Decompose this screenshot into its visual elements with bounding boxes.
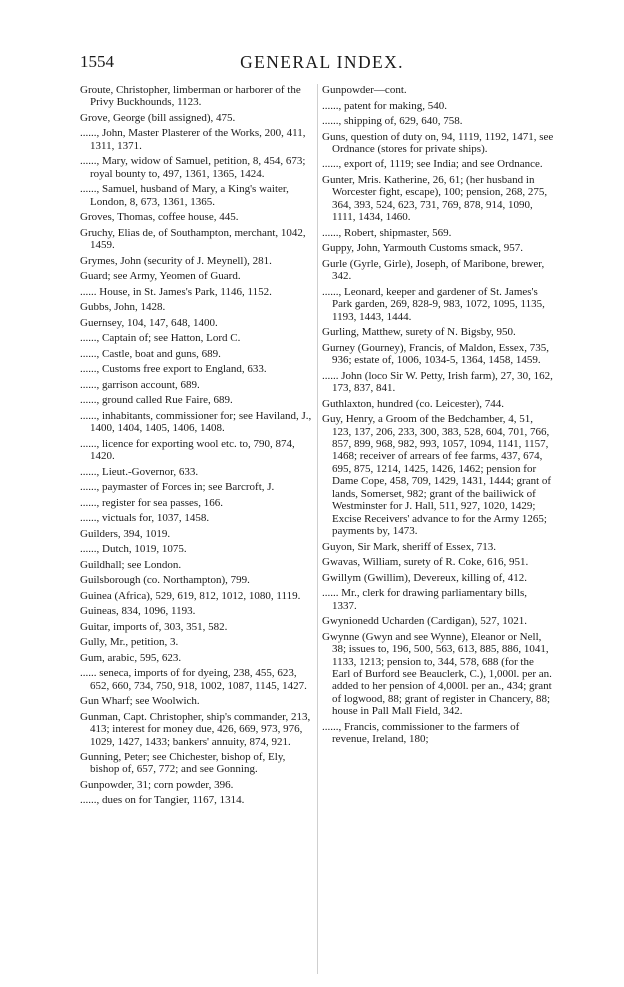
index-entry: ...... House, in St. James's Park, 1146, 1152. <box>80 285 272 298</box>
left-index-column <box>80 84 312 810</box>
index-entry: Gwavas, William, surety of R. Coke, 616, 951. <box>322 556 529 569</box>
index-entry: ......, garrison account, 689. <box>80 378 200 391</box>
page-title: GENERAL INDEX. <box>240 52 404 72</box>
page-number: 1554 <box>80 52 114 71</box>
index-entry: Gunpowder, 31; corn powder, 396. <box>80 778 234 791</box>
index-entry: Gunning, Peter; see Chichester, bishop of, Ely, bishop of, 657, 772; and see Gonning. <box>80 751 286 776</box>
index-entry: ......, inhabitants, commissioner for; see Haviland, J., 1400, 1404, 1405, 1406, 1408. <box>80 409 312 435</box>
index-entry: Gunter, Mris. Katherine, 26, 61; (her husband in Worcester fight, escape), 100; pension, 268, 275, 364, 393, 524, 623, 731, 769, 878, 914, 1090, 1111, 1434, 1460. <box>322 173 548 224</box>
index-entry: ......, ground called Rue Faire, 689. <box>80 394 233 407</box>
index-entry: Gurney (Gourney), Francis, of Maldon, Essex, 735, 936; estate of, 1006, 1034-5, 1364, 1458, 1459. <box>322 341 549 367</box>
index-entry: ......, register for sea passes, 166. <box>80 496 223 509</box>
index-entry: ......, Castle, boat and guns, 689. <box>80 347 221 360</box>
index-entry: Gully, Mr., petition, 3. <box>80 636 179 649</box>
index-entry: Guitar, imports of, 303, 351, 582. <box>80 620 228 633</box>
index-entry: Guilsborough (co. Northampton), 799. <box>80 574 250 587</box>
index-entry: Guyon, Sir Mark, sheriff of Essex, 713. <box>322 540 496 553</box>
index-entry: ......, John, Master Plasterer of the Works, 200, 411, 1311, 1371. <box>80 127 306 152</box>
index-entry: Gunman, Capt. Christopher, ship's commander, 213, 413; interest for money due, 426, 669, 973, 976, 1029, 1427, 1433; bankers' annuity, 874, 921. <box>80 710 311 748</box>
index-entry: ......, export of, 1119; see India; and see Ordnance. <box>322 158 543 171</box>
index-entry: Gruchy, Elias de, of Southampton, merchant, 1042, 1459. <box>80 226 306 252</box>
index-entry: ......, Mary, widow of Samuel, petition, 8, 454, 673; royal bounty to, 497, 1361, 1365, 1424. <box>80 155 306 180</box>
column-divider <box>317 84 318 974</box>
index-entry: ......, victuals for, 1037, 1458. <box>80 512 210 525</box>
index-entry: Guinea (Africa), 529, 619, 812, 1012, 1080, 1119. <box>80 589 301 602</box>
index-entry: ...... Mr., clerk for drawing parliamentary bills, 1337. <box>322 587 527 612</box>
index-entry: ......, Francis, commissioner to the farmers of revenue, Ireland, 180; <box>322 720 520 746</box>
index-entry: ......, Samuel, husband of Mary, a King's waiter, London, 8, 673, 1361, 1365. <box>80 183 289 208</box>
index-entry: Gurle (Gyrle, Girle), Joseph, of Maribone, brewer, 342. <box>322 257 545 283</box>
index-entry: Grymes, John (security of J. Meynell), 281. <box>80 254 272 267</box>
index-entry: Guildhall; see London. <box>80 558 182 571</box>
index-entry: Guilders, 394, 1019. <box>80 527 171 540</box>
index-entry: ......, paymaster of Forces in; see Barcroft, J. <box>80 481 275 494</box>
index-entry: Gubbs, John, 1428. <box>80 301 166 314</box>
index-entry: ......, dues on for Tangier, 1167, 1314. <box>80 794 245 807</box>
index-entry: ......, Dutch, 1019, 1075. <box>80 543 187 556</box>
page-header <box>80 52 564 78</box>
index-entry: ...... seneca, imports of for dyeing, 238, 455, 623, 652, 660, 734, 750, 918, 1002, 1087, 1145, 1427. <box>80 667 307 692</box>
index-entry: ......, Lieut.-Governor, 633. <box>80 465 199 478</box>
right-index-column <box>322 84 554 749</box>
index-entry: ......, Leonard, keeper and gardener of St. James's Park garden, 269, 828-9, 983, 1072, 1095, 1135, 1193, 1443, 1444. <box>322 285 545 323</box>
index-entry: Guppy, John, Yarmouth Customs smack, 957. <box>322 242 523 255</box>
index-entry: Gurling, Matthew, surety of N. Bigsby, 950. <box>322 326 516 339</box>
index-entry: Groves, Thomas, coffee house, 445. <box>80 211 239 224</box>
index-entry: ......, Captain of; see Hatton, Lord C. <box>80 332 241 345</box>
index-entry: Groute, Christopher, limberman or harborer of the Privy Buckhounds, 1123. <box>80 84 301 109</box>
index-entry: ...... John (loco Sir W. Petty, Irish farm), 27, 30, 162, 173, 837, 841. <box>322 369 553 395</box>
index-entry: ......, patent for making, 540. <box>322 99 447 112</box>
index-entry: Guthlaxton, hundred (co. Leicester), 744. <box>322 397 505 410</box>
index-entry: Guy, Henry, a Groom of the Bedchamber, 4, 51, 123, 137, 206, 233, 300, 383, 528, 604, 701, 766, 857, 899, 968, 982, 993, 1057, 1094, 1141, 1157, 1468; receiver of arrears of fee farms, 437, 674, 695, 875, 1214, 1425, 1426, 1462; pension for Dame Cope, 458, 709, 1429, 1431, 1444; grant of lands, Somerset, 982; grant of the bailiwick of Westminster for J. Hall, 511, 927, 1020, 1429; Excise Receivers' advance to for the Army 1265; payments by, 1473. <box>322 413 552 538</box>
index-entry: Guernsey, 104, 147, 648, 1400. <box>80 316 218 329</box>
index-entry: Gun Wharf; see Woolwich. <box>80 695 200 708</box>
index-entry: Guns, question of duty on, 94, 1119, 1192, 1471, see Ordnance (stores for private ships). <box>322 130 554 155</box>
index-entry: ......, shipping of, 629, 640, 758. <box>322 115 463 127</box>
index-entry: Guard; see Army, Yeomen of Guard. <box>80 270 241 283</box>
index-entry: Gwynne (Gwyn and see Wynne), Eleanor or Nell, 38; issues to, 196, 500, 563, 613, 885, 886, 1041, 1133, 1213; pension to, 344, 578, 688 (for the Earl of Burford see Beauclerk, C.), 1,000l. per an. added to her pension of 4,000l. per an., 434; grant of logwood, 88; grant of register in Chancery, 88; house in Pall Mall Field, 342. <box>322 630 552 718</box>
index-entry: Guineas, 834, 1096, 1193. <box>80 605 196 618</box>
index-entry: Grove, George (bill assigned), 475. <box>80 111 236 124</box>
index-entry: ......, licence for exporting wool etc. to, 790, 874, 1420. <box>80 437 295 463</box>
index-entry: Gunpowder—cont. <box>322 84 407 96</box>
index-entry: ......, Customs free export to England, 633. <box>80 363 267 376</box>
index-entry: ......, Robert, shipmaster, 569. <box>322 226 452 239</box>
index-entry: Gum, arabic, 595, 623. <box>80 651 182 664</box>
index-entry: Gwynionedd Ucharden (Cardigan), 527, 1021. <box>322 615 527 628</box>
index-entry: Gwillym (Gwillim), Devereux, killing of, 412. <box>322 571 527 584</box>
